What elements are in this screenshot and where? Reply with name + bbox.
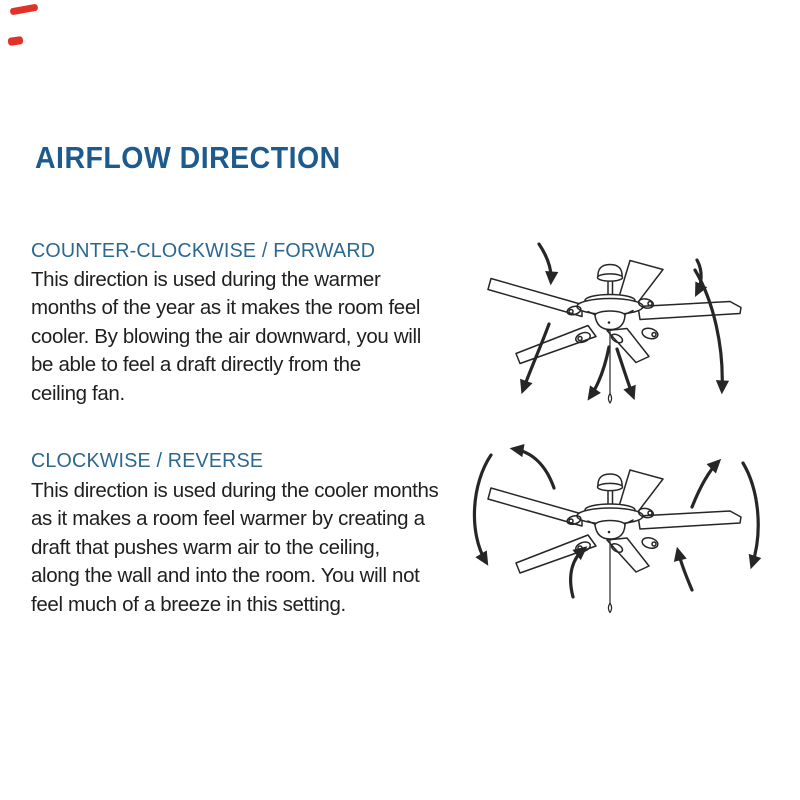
fan-forward-illustration: [460, 240, 790, 425]
body-line: cooler. By blowing the air downward, you will: [31, 324, 421, 348]
up-arrow-icon: [678, 551, 692, 590]
page-title: AIRFLOW DIRECTION: [35, 140, 341, 175]
body-line: ceiling fan.: [31, 381, 125, 405]
down-side-arrow-icon: [474, 455, 491, 562]
body-line: as it makes a room feel warmer by creating a: [31, 507, 425, 531]
down-arrow-icon: [590, 347, 609, 397]
body-line: be able to feel a draft directly from the: [31, 353, 361, 377]
down-arrow-icon: [539, 244, 551, 281]
red-pen-mark-1: [10, 4, 39, 16]
up-curl-arrow-icon: [692, 462, 718, 507]
ceiling-fan-sketch: [488, 470, 741, 613]
body-line: along the wall and into the room. You will not: [31, 564, 420, 588]
body-line: draft that pushes warm air to the ceiling,: [31, 535, 380, 559]
up-arrow-icon: [571, 549, 584, 597]
body-line: months of the year as it makes the room feel: [31, 296, 421, 320]
body-line: This direction is used during the cooler months: [31, 479, 439, 502]
fan-reverse-illustration: [460, 435, 790, 625]
section-heading-counter-clockwise: COUNTER-CLOCKWISE / FORWARD: [31, 239, 376, 262]
up-curl-arrow-icon: [514, 449, 554, 488]
red-pen-mark-2: [8, 36, 24, 46]
body-line: This direction is used during the warmer: [31, 268, 381, 291]
body-line: feel much of a breeze in this setting.: [31, 592, 346, 616]
section-heading-clockwise: CLOCKWISE / REVERSE: [31, 449, 264, 472]
down-side-arrow-icon: [743, 463, 758, 565]
section-body-counter-clockwise: [31, 266, 421, 408]
section-body-clockwise: [31, 477, 438, 619]
